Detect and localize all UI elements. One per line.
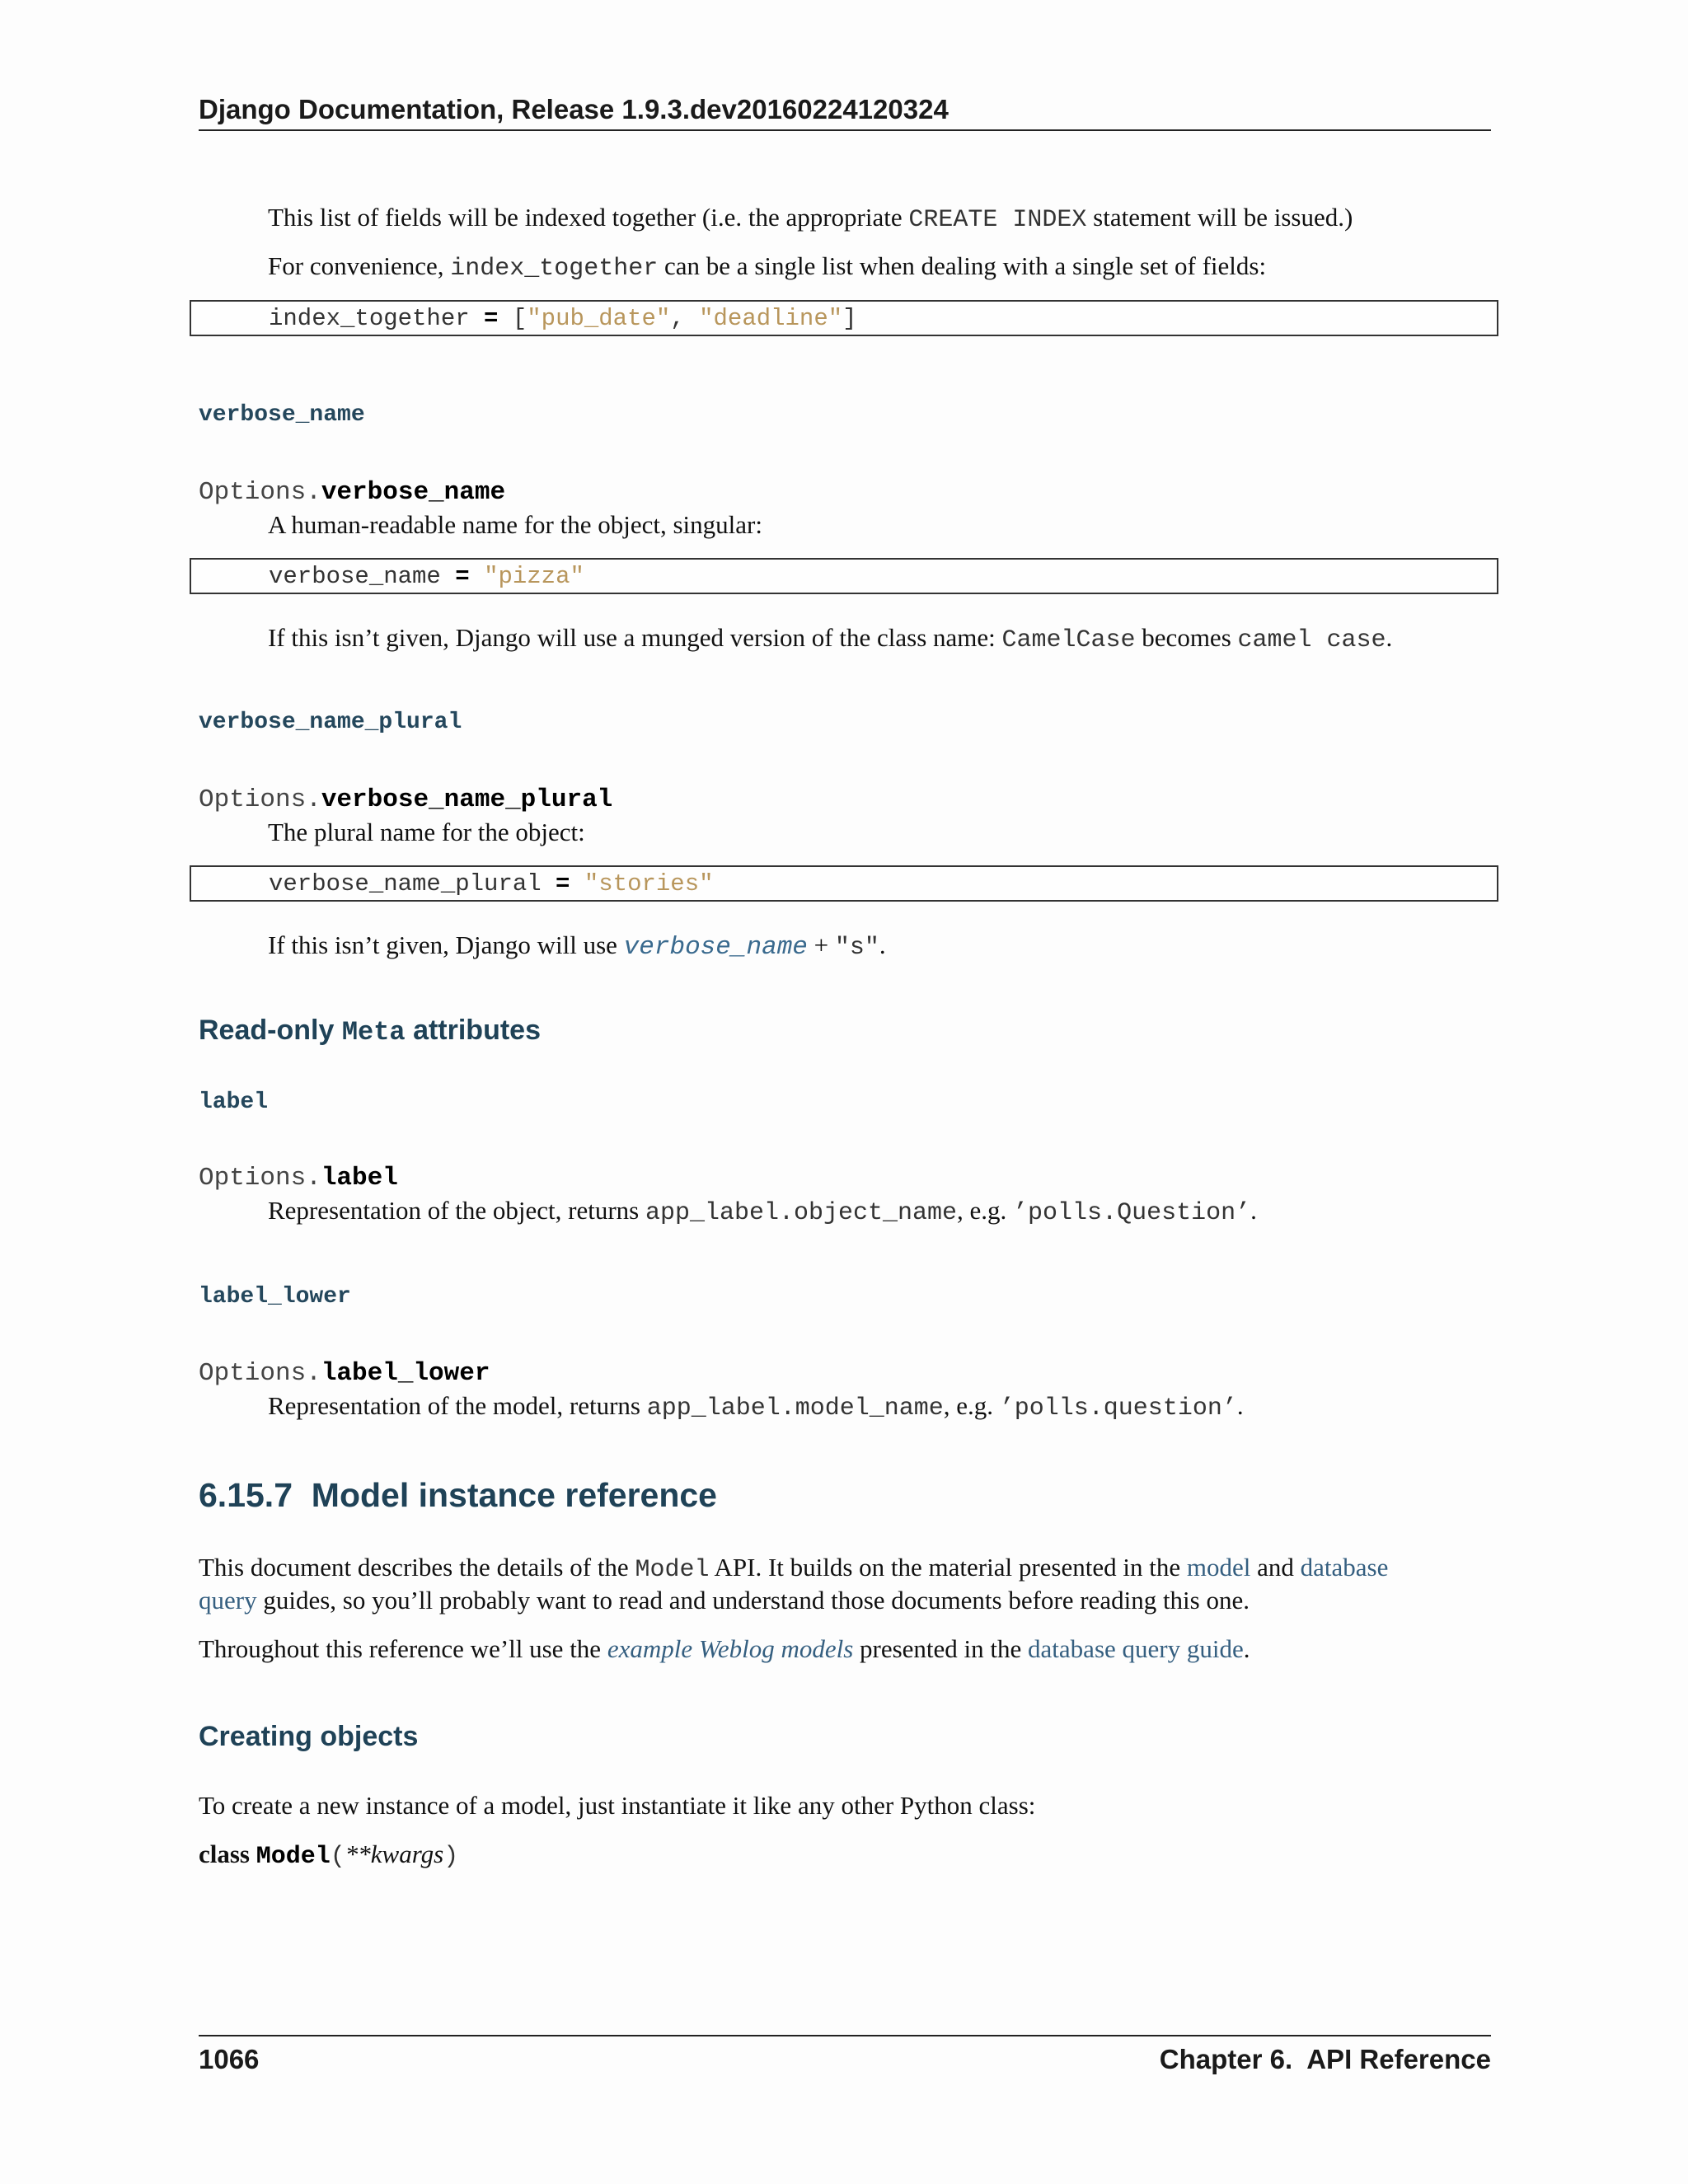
signature-verbose-name: Options.verbose_name	[199, 478, 506, 507]
verbose-name-plural-note: If this isn’t given, Django will use verbose_name + "s".	[268, 930, 886, 962]
label-lower-description: Representation of the model, returns app_label.model_name, e.g. ’polls.question’.	[268, 1391, 1244, 1422]
database-query-guide-link[interactable]: database query guide	[1028, 1634, 1244, 1663]
inline-code: Model	[635, 1556, 710, 1584]
section-paragraph-1-line-2: query guides, so you’ll probably want to read and understand those documents before reading this one.	[199, 1586, 1250, 1615]
heading-creating-objects: Creating objects	[199, 1721, 419, 1752]
class-model-signature: class Model(**kwargs)	[199, 1840, 459, 1871]
inline-code: "s"	[834, 934, 879, 962]
rubric-label: label	[199, 1090, 269, 1115]
signature-label: Options.label	[199, 1164, 398, 1193]
inline-code: ’polls.Question’	[1013, 1199, 1251, 1227]
label-description: Representation of the object, returns app_label.object_name, e.g. ’polls.Question’.	[268, 1196, 1257, 1227]
footer-rule	[199, 2035, 1491, 2036]
rubric-verbose-name: verbose_name	[199, 402, 365, 428]
verbose-name-note: If this isn’t given, Django will use a munged version of the class name: CamelCase becomes camel case.	[268, 623, 1393, 654]
header-rule	[199, 129, 1491, 131]
example-weblog-models-link[interactable]: example Weblog models	[607, 1634, 854, 1663]
model-link[interactable]: model	[1186, 1553, 1251, 1582]
heading-read-only-meta-attributes: Read-only Meta attributes	[199, 1015, 541, 1047]
verbose-name-plural-description: The plural name for the object:	[268, 818, 585, 846]
code-block-verbose-name: verbose_name = "pizza"	[190, 558, 1498, 594]
signature-verbose-name-plural: Options.verbose_name_plural	[199, 785, 613, 814]
code-block-index-together: index_together = ["pub_date", "deadline"]	[190, 300, 1498, 336]
page-number: 1066	[199, 2044, 260, 2074]
verbose-name-description: A human-readable name for the object, singular:	[268, 510, 762, 539]
inline-code: app_label.object_name	[645, 1199, 958, 1227]
inline-code: index_together	[450, 255, 659, 283]
code-block-verbose-name-plural: verbose_name_plural = "stories"	[190, 865, 1498, 902]
database-query-link[interactable]: database	[1300, 1553, 1389, 1582]
chapter-title: Chapter 6. API Reference	[1159, 2044, 1491, 2074]
signature-label-lower: Options.label_lower	[199, 1359, 490, 1388]
index-together-paragraph-1: This list of fields will be indexed together (i.e. the appropriate CREATE INDEX statement will be issued.)	[268, 203, 1353, 234]
inline-code: CamelCase	[1001, 626, 1136, 654]
inline-code: ’polls.question’	[999, 1394, 1237, 1422]
database-query-link-continued[interactable]: query	[199, 1586, 257, 1615]
section-paragraph-2: Throughout this reference we’ll use the example Weblog models presented in the database query guide.	[199, 1634, 1250, 1663]
inline-code: app_label.model_name	[646, 1394, 944, 1422]
inline-code: CREATE INDEX	[908, 206, 1087, 234]
creating-objects-text: To create a new instance of a model, just instantiate it like any other Python class:	[199, 1791, 1036, 1820]
verbose-name-reference-link[interactable]: verbose_name	[623, 933, 808, 962]
inline-code: camel case	[1237, 626, 1386, 654]
index-together-paragraph-2: For convenience, index_together can be a single list when dealing with a single set of fields:	[268, 251, 1267, 283]
running-header: Django Documentation, Release 1.9.3.dev20160224120324	[199, 94, 949, 124]
rubric-verbose-name-plural: verbose_name_plural	[199, 710, 462, 735]
section-paragraph-1-line-1: This document describes the details of the Model API. It builds on the material presented in the model and database	[199, 1553, 1389, 1584]
rubric-label-lower: label_lower	[199, 1284, 351, 1310]
section-heading-model-instance-reference: 6.15.7 Model instance reference	[199, 1476, 717, 1514]
